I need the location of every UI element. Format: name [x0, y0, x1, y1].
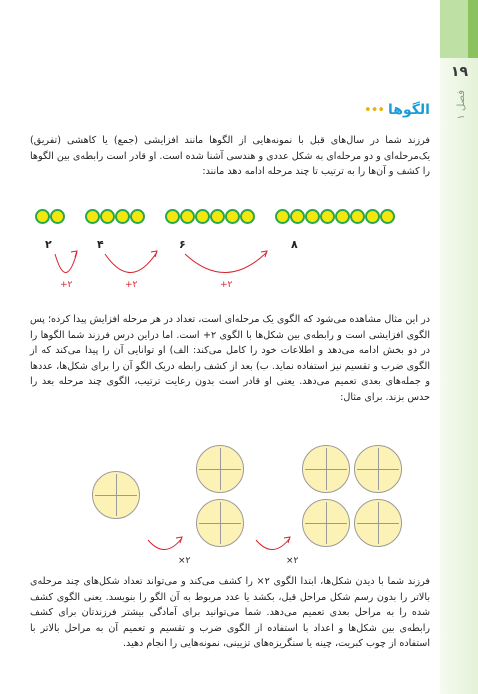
multiply-label: ×۲ — [178, 556, 191, 566]
step-label: +۲ — [125, 280, 138, 290]
middle-paragraph: در این مثال مشاهده می‌شود که الگوی یک مرحله‌ای است، تعداد در هر مرحله افزایش پیدا کرده؛ پس الگوی افزایشی است و رابطه‌ی بین شکل‌ها با الگوی ۲+ است. اما دراین درس فرزند شما الگوها را در دو بخش ادامه می‌دهد و اطلاعات خود را کامل می‌کند: الف) او توانایی آن را پیدا می‌کند که از الگوی ضرب و تقسیم نیز استفاده نماید. ب) بعد از کشف رابطه دریک الگو آن را برای شکل‌ها، عددها و جمله‌های بعدی تعمیم می‌دهد. یعنی او قادر است بدون رعایت ترتیب، الگوی چند مرحله بعد را حدس بزند. برای مثال: — [30, 314, 430, 403]
chapter-label: فصل ۱ — [456, 90, 467, 120]
multiply-arrow — [256, 538, 290, 550]
intro-paragraph: فرزند شما در سال‌های قبل با نمونه‌هایی از الگوها مانند افزایشی (جمع) یا کاهشی (تفریق) یک‌مرحله‌ای و دو مرحله‌ای به شکل عددی و هندسی آشنا شده است. او قادر است رابطه‌ی بین الگوها را کشف و آن‌ها را به ترتیب تا چند مرحله ادامه دهد مانند: — [30, 135, 430, 177]
step-label: +۲ — [60, 280, 73, 290]
bullet-dots-icon: ••• — [364, 102, 385, 118]
section-title: الگوها — [388, 102, 430, 118]
dot-count-label: ۸ — [291, 238, 298, 251]
step-label: +۲ — [220, 280, 233, 290]
dot-count-label: ۲ — [45, 238, 52, 251]
dot-count-label: ۶ — [179, 238, 186, 251]
multiply-label: ×۲ — [286, 556, 299, 566]
dot-count-label: ۴ — [97, 238, 104, 251]
page-number: ۱۹ — [450, 64, 468, 80]
multiply-arrow — [148, 538, 182, 550]
closing-paragraph: فرزند شما با دیدن شکل‌ها، ابتدا الگوی ۲× را کشف می‌کند و می‌تواند تعداد شکل‌های چند مرحله‌ی بالاتر را بدون رسم شکل مراحل قبل، بکشد یا عدد مربوط به آن الگو را بنویسد. یعنی الگوی کشف شده را به مراحل بعدی تعمیم می‌دهد. شما می‌توانید برای آمادگی بیشتر فرزندتان برای کشف رابطه‌ی بین شکل‌ها و اعداد با استفاده از الگوی ضرب و تقسیم و تعمیم آن به مراحل بالاتر با استفاده از چوب کبریت، چینه یا سنگریزه‌های تزیینی، نمونه‌هایی را انجام دهید. — [30, 576, 430, 649]
